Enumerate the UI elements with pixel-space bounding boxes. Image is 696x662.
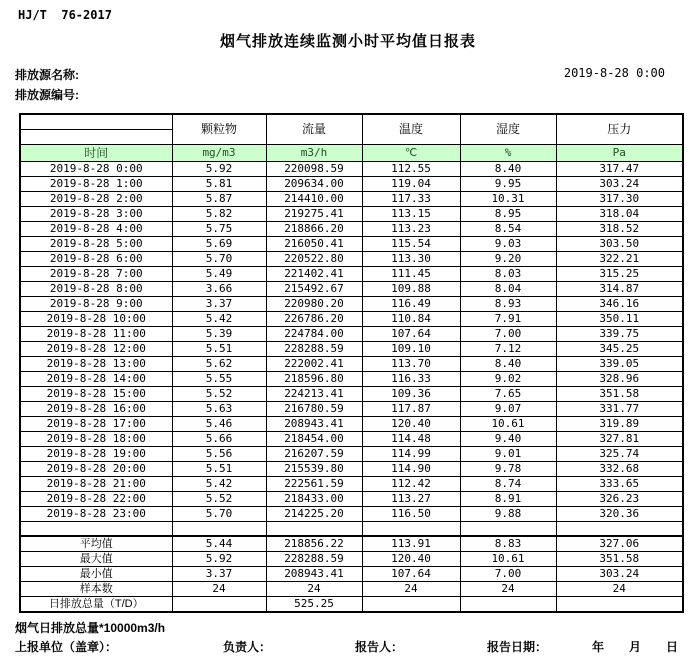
data-row [20,236,683,251]
value-cell: 5.75 [172,221,266,236]
row-label-cell: 2019-8-28 4:00 [20,221,172,236]
value-cell: 10.61 [460,552,556,567]
value-cell: 114.48 [362,431,460,446]
unit-pressure: Pa [556,144,683,161]
header-empty-cell-bottom [20,129,172,144]
report-table [19,113,684,613]
row-label-cell: 2019-8-28 7:00 [20,266,172,281]
standard-number: HJ/T 76-2017 [18,8,112,22]
value-cell: 317.30 [556,191,683,206]
data-row [20,386,683,401]
row-label-cell: 2019-8-28 12:00 [20,341,172,356]
value-cell: 215539.80 [266,461,362,476]
summary-row [20,567,683,582]
value-cell: 114.99 [362,446,460,461]
data-row [20,356,683,371]
row-label-cell: 最小值 [20,567,172,582]
row-label-cell: 2019-8-28 21:00 [20,476,172,491]
value-cell: 113.15 [362,206,460,221]
value-cell: 345.25 [556,341,683,356]
value-cell: 9.20 [460,251,556,266]
unit-humidity: % [460,144,556,161]
value-cell: 325.74 [556,446,683,461]
value-cell: 216207.59 [266,446,362,461]
row-label-cell: 2019-8-28 22:00 [20,491,172,506]
data-row [20,506,683,521]
value-cell: 339.05 [556,356,683,371]
signature-row [0,638,696,656]
value-cell [266,521,362,536]
value-cell: 9.95 [460,176,556,191]
value-cell: 7.00 [460,567,556,582]
value-cell: 5.42 [172,311,266,326]
value-cell: 5.42 [172,476,266,491]
time-column-header: 时间 [20,144,172,161]
row-label-cell: 2019-8-28 3:00 [20,206,172,221]
value-cell: 9.01 [460,446,556,461]
row-label-cell: 2019-8-28 17:00 [20,416,172,431]
value-cell: 24 [266,582,362,597]
value-cell [556,521,683,536]
value-cell: 315.25 [556,266,683,281]
unit-particulate: mg/m3 [172,144,266,161]
value-cell: 317.47 [556,161,683,176]
column-header-flow: 流量 [266,114,362,144]
row-label-cell: 2019-8-28 6:00 [20,251,172,266]
value-cell: 9.40 [460,431,556,446]
value-cell: 116.49 [362,296,460,311]
value-cell: 214410.00 [266,191,362,206]
value-cell: 331.77 [556,401,683,416]
data-row [20,311,683,326]
column-header-particulate: 颗粒物 [172,114,266,144]
value-cell: 326.23 [556,491,683,506]
data-row [20,446,683,461]
value-cell: 112.55 [362,161,460,176]
value-cell: 5.70 [172,506,266,521]
value-cell [556,597,683,613]
value-cell: 218866.20 [266,221,362,236]
data-row [20,176,683,191]
value-cell: 24 [172,582,266,597]
row-label-cell: 2019-8-28 2:00 [20,191,172,206]
value-cell: 303.24 [556,567,683,582]
row-label-cell: 2019-8-28 23:00 [20,506,172,521]
value-cell: 8.54 [460,221,556,236]
value-cell: 119.04 [362,176,460,191]
data-row [20,191,683,206]
value-cell: 113.70 [362,356,460,371]
value-cell: 351.58 [556,552,683,567]
row-label-cell: 2019-8-28 1:00 [20,176,172,191]
value-cell: 8.03 [460,266,556,281]
data-row [20,416,683,431]
data-row [20,221,683,236]
value-cell: 5.92 [172,161,266,176]
month-label: 月 [629,640,642,654]
value-cell: 222002.41 [266,356,362,371]
day-label: 日 [666,640,679,654]
value-cell: 117.33 [362,191,460,206]
report-date-label: 报告日期： [487,640,548,654]
value-cell: 318.52 [556,221,683,236]
row-label-cell [20,521,172,536]
data-row [20,476,683,491]
data-row [20,206,683,221]
value-cell: 220522.80 [266,251,362,266]
value-cell: 7.65 [460,386,556,401]
data-row [20,341,683,356]
value-cell: 7.91 [460,311,556,326]
value-cell: 10.31 [460,191,556,206]
data-row [20,461,683,476]
value-cell: 218596.80 [266,371,362,386]
row-label-cell: 平均值 [20,536,172,552]
row-label-cell: 2019-8-28 9:00 [20,296,172,311]
value-cell: 116.33 [362,371,460,386]
value-cell: 222561.59 [266,476,362,491]
value-cell: 113.91 [362,536,460,552]
value-cell: 8.74 [460,476,556,491]
value-cell: 120.40 [362,416,460,431]
data-row [20,401,683,416]
header-empty-cell-top [20,114,172,129]
value-cell: 5.92 [172,552,266,567]
value-cell: 303.50 [556,236,683,251]
value-cell: 218454.00 [266,431,362,446]
units-row [20,144,683,161]
summary-row [20,582,683,597]
column-header-humidity: 湿度 [460,114,556,144]
value-cell: 114.90 [362,461,460,476]
value-cell: 111.45 [362,266,460,281]
value-cell: 319.89 [556,416,683,431]
value-cell: 322.21 [556,251,683,266]
data-row [20,251,683,266]
value-cell: 7.12 [460,341,556,356]
value-cell: 303.24 [556,176,683,191]
value-cell: 350.11 [556,311,683,326]
value-cell: 116.50 [362,506,460,521]
value-cell: 24 [460,582,556,597]
value-cell: 216780.59 [266,401,362,416]
unit-flow: m3/h [266,144,362,161]
value-cell: 5.81 [172,176,266,191]
value-cell: 8.83 [460,536,556,552]
value-cell: 5.69 [172,236,266,251]
data-row [20,491,683,506]
value-cell: 214225.20 [266,506,362,521]
table-body [20,161,683,612]
value-cell: 224213.41 [266,386,362,401]
value-cell: 226786.20 [266,311,362,326]
row-label-cell: 2019-8-28 18:00 [20,431,172,446]
value-cell: 8.40 [460,356,556,371]
value-cell: 5.49 [172,266,266,281]
row-label-cell: 2019-8-28 20:00 [20,461,172,476]
value-cell: 112.42 [362,476,460,491]
source-name-label: 排放源名称: [15,68,79,82]
value-cell: 328.96 [556,371,683,386]
value-cell: 5.44 [172,536,266,552]
report-datetime: 2019-8-28 0:00 [563,66,665,80]
unit-temperature: ℃ [362,144,460,161]
row-label-cell: 2019-8-28 11:00 [20,326,172,341]
value-cell: 5.46 [172,416,266,431]
value-cell: 5.52 [172,386,266,401]
value-cell: 318.04 [556,206,683,221]
value-cell: 218856.22 [266,536,362,552]
value-cell: 220980.20 [266,296,362,311]
value-cell: 113.30 [362,251,460,266]
value-cell: 5.82 [172,206,266,221]
header-name-row [20,114,683,129]
value-cell: 9.88 [460,506,556,521]
reporter-label: 报告人： [355,640,404,654]
value-cell: 3.37 [172,567,266,582]
value-cell: 24 [362,582,460,597]
value-cell: 8.40 [460,161,556,176]
value-cell: 208943.41 [266,567,362,582]
value-cell [460,521,556,536]
value-cell: 107.64 [362,326,460,341]
value-cell: 113.27 [362,491,460,506]
column-header-pressure: 压力 [556,114,683,144]
year-label: 年 [592,640,605,654]
value-cell: 351.58 [556,386,683,401]
responsible-person-label: 负责人： [223,640,272,654]
value-cell: 113.23 [362,221,460,236]
row-label-cell: 2019-8-28 19:00 [20,446,172,461]
value-cell: 120.40 [362,552,460,567]
value-cell: 339.75 [556,326,683,341]
value-cell: 208943.41 [266,416,362,431]
value-cell: 109.10 [362,341,460,356]
row-label-cell: 2019-8-28 10:00 [20,311,172,326]
page-title: 烟气排放连续监测小时平均值日报表 [219,33,476,50]
value-cell: 5.55 [172,371,266,386]
summary-row [20,597,683,613]
report-unit-label: 上报单位（盖章）： [15,640,118,654]
row-label-cell: 2019-8-28 5:00 [20,236,172,251]
footer-note: 烟气日排放总量*10000m3/h [15,621,166,635]
value-cell: 218433.00 [266,491,362,506]
value-cell: 5.62 [172,356,266,371]
row-label-cell: 最大值 [20,552,172,567]
data-row [20,371,683,386]
row-label-cell: 2019-8-28 13:00 [20,356,172,371]
row-label-cell: 2019-8-28 14:00 [20,371,172,386]
value-cell: 8.95 [460,206,556,221]
value-cell [172,597,266,613]
row-label-cell: 日排放总量（T/D） [20,597,172,613]
value-cell: 109.88 [362,281,460,296]
value-cell: 220098.59 [266,161,362,176]
value-cell: 109.36 [362,386,460,401]
value-cell: 5.39 [172,326,266,341]
data-row [20,161,683,176]
value-cell [362,597,460,613]
value-cell: 320.36 [556,506,683,521]
value-cell [460,597,556,613]
value-cell: 333.65 [556,476,683,491]
value-cell [172,521,266,536]
value-cell: 525.25 [266,597,362,613]
value-cell: 8.91 [460,491,556,506]
row-label-cell: 2019-8-28 16:00 [20,401,172,416]
value-cell: 327.81 [556,431,683,446]
value-cell: 215492.67 [266,281,362,296]
value-cell: 9.78 [460,461,556,476]
data-row [20,326,683,341]
value-cell: 224784.00 [266,326,362,341]
value-cell: 3.66 [172,281,266,296]
value-cell: 332.68 [556,461,683,476]
blank-row [20,521,683,536]
value-cell: 9.02 [460,371,556,386]
value-cell: 10.61 [460,416,556,431]
value-cell: 228288.59 [266,341,362,356]
column-header-temperature: 温度 [362,114,460,144]
data-row [20,281,683,296]
row-label-cell: 样本数 [20,582,172,597]
data-row [20,431,683,446]
value-cell: 117.87 [362,401,460,416]
value-cell: 9.03 [460,236,556,251]
value-cell: 5.66 [172,431,266,446]
value-cell: 5.51 [172,461,266,476]
value-cell: 5.63 [172,401,266,416]
value-cell: 107.64 [362,567,460,582]
value-cell: 3.37 [172,296,266,311]
value-cell: 8.93 [460,296,556,311]
value-cell: 219275.41 [266,206,362,221]
row-label-cell: 2019-8-28 0:00 [20,161,172,176]
value-cell: 216050.41 [266,236,362,251]
value-cell: 5.56 [172,446,266,461]
value-cell: 228288.59 [266,552,362,567]
value-cell: 314.87 [556,281,683,296]
source-code-label: 排放源编号: [15,88,79,102]
value-cell: 115.54 [362,236,460,251]
value-cell: 7.00 [460,326,556,341]
value-cell: 5.51 [172,341,266,356]
row-label-cell: 2019-8-28 8:00 [20,281,172,296]
value-cell: 346.16 [556,296,683,311]
value-cell: 209634.00 [266,176,362,191]
summary-row [20,536,683,552]
value-cell: 110.84 [362,311,460,326]
value-cell: 24 [556,582,683,597]
value-cell: 9.07 [460,401,556,416]
value-cell: 8.04 [460,281,556,296]
data-row [20,266,683,281]
data-row [20,296,683,311]
value-cell [362,521,460,536]
summary-row [20,552,683,567]
value-cell: 327.06 [556,536,683,552]
value-cell: 5.52 [172,491,266,506]
value-cell: 5.70 [172,251,266,266]
row-label-cell: 2019-8-28 15:00 [20,386,172,401]
value-cell: 5.87 [172,191,266,206]
value-cell: 221402.41 [266,266,362,281]
